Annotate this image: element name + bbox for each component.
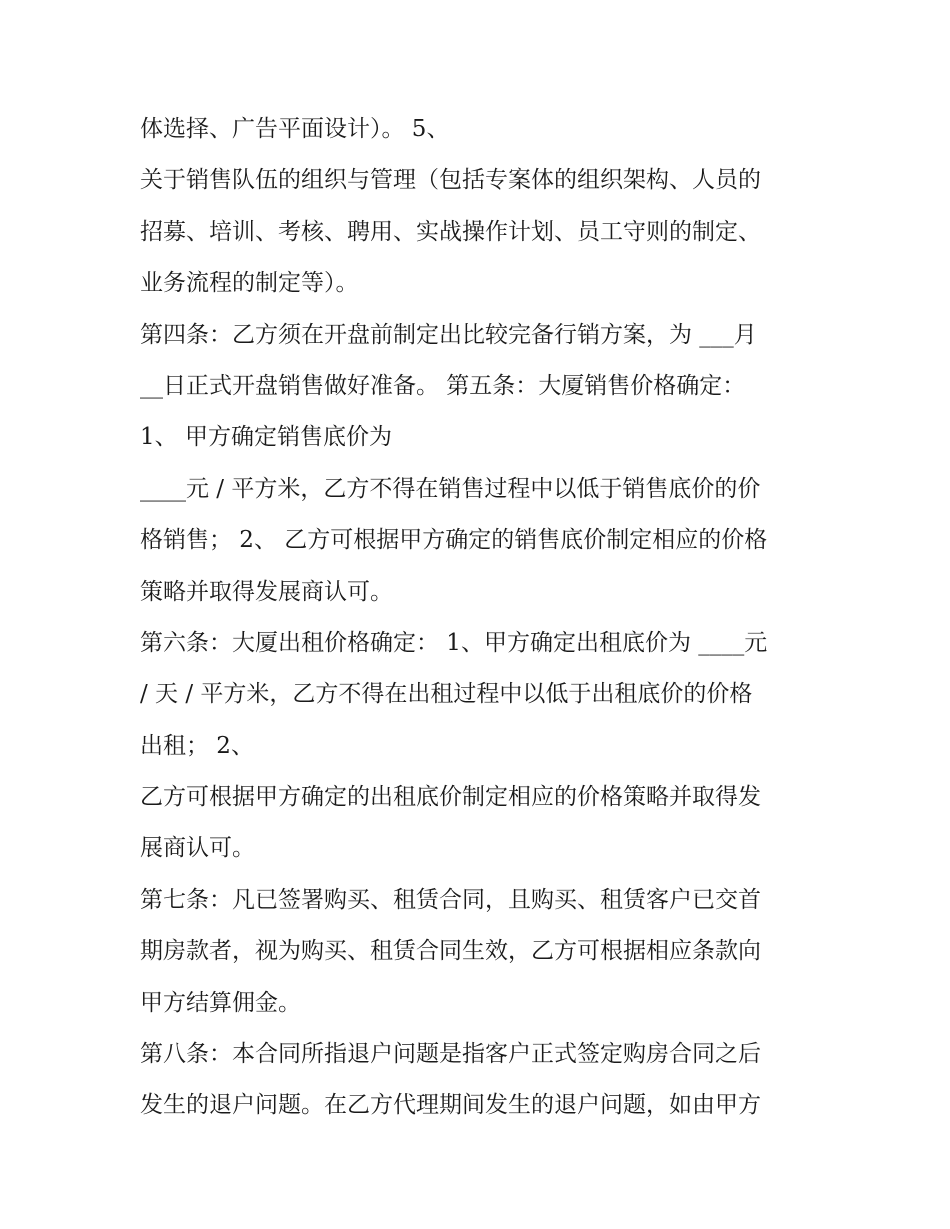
text-line: 业务流程的制定等）。 xyxy=(140,270,359,297)
text-line: 展商认可。 xyxy=(140,835,255,862)
text-line: 发生的退户问题。在乙方代理期间发生的退户问题，如由甲方 xyxy=(140,1092,761,1119)
text-line: 期房款者，视为购买、租赁合同生效，乙方可根据相应条款向 xyxy=(140,938,761,965)
text-line: 甲方结算佣金。 xyxy=(140,989,301,1016)
text-line: / 天 / 平方米，乙方不得在出租过程中以低于出租底价的价格 xyxy=(140,681,753,708)
text-line: 关于销售队伍的组织与管理（包括专案体的组织架构、人员的 xyxy=(140,167,761,194)
text-line: 第四条：乙方须在开盘前制定出比较完备行销方案，为 ___月 xyxy=(140,321,757,348)
text-line: 招募、培训、考核、聘用、实战操作计划、员工守则的制定、 xyxy=(140,218,761,245)
text-line: 1、 甲方确定销售底价为 xyxy=(140,424,392,451)
contract-body-text xyxy=(140,104,820,1132)
text-line: 乙方可根据甲方确定的出租底价制定相应的价格策略并取得发 xyxy=(140,784,761,811)
text-line: ____元 / 平方米，乙方不得在销售过程中以低于销售底价的价 xyxy=(140,475,761,502)
text-line: __日正式开盘销售做好准备。 第五条：大厦销售价格确定： xyxy=(140,372,746,399)
text-line: 第八条：本合同所指退户问题是指客户正式签定购房合同之后 xyxy=(140,1041,761,1068)
text-line: 第七条：凡已签署购买、租赁合同，且购买、租赁客户已交首 xyxy=(140,886,761,913)
text-line: 第六条：大厦出租价格确定： 1、甲方确定出租底价为 ____元 xyxy=(140,629,768,656)
text-line: 出租； 2、 xyxy=(140,732,254,759)
text-line: 策略并取得发展商认可。 xyxy=(140,578,393,605)
text-line: 体选择、广告平面设计）。 5、 xyxy=(140,116,450,142)
text-line: 格销售； 2、 乙方可根据甲方确定的销售底价制定相应的价格 xyxy=(140,527,768,554)
